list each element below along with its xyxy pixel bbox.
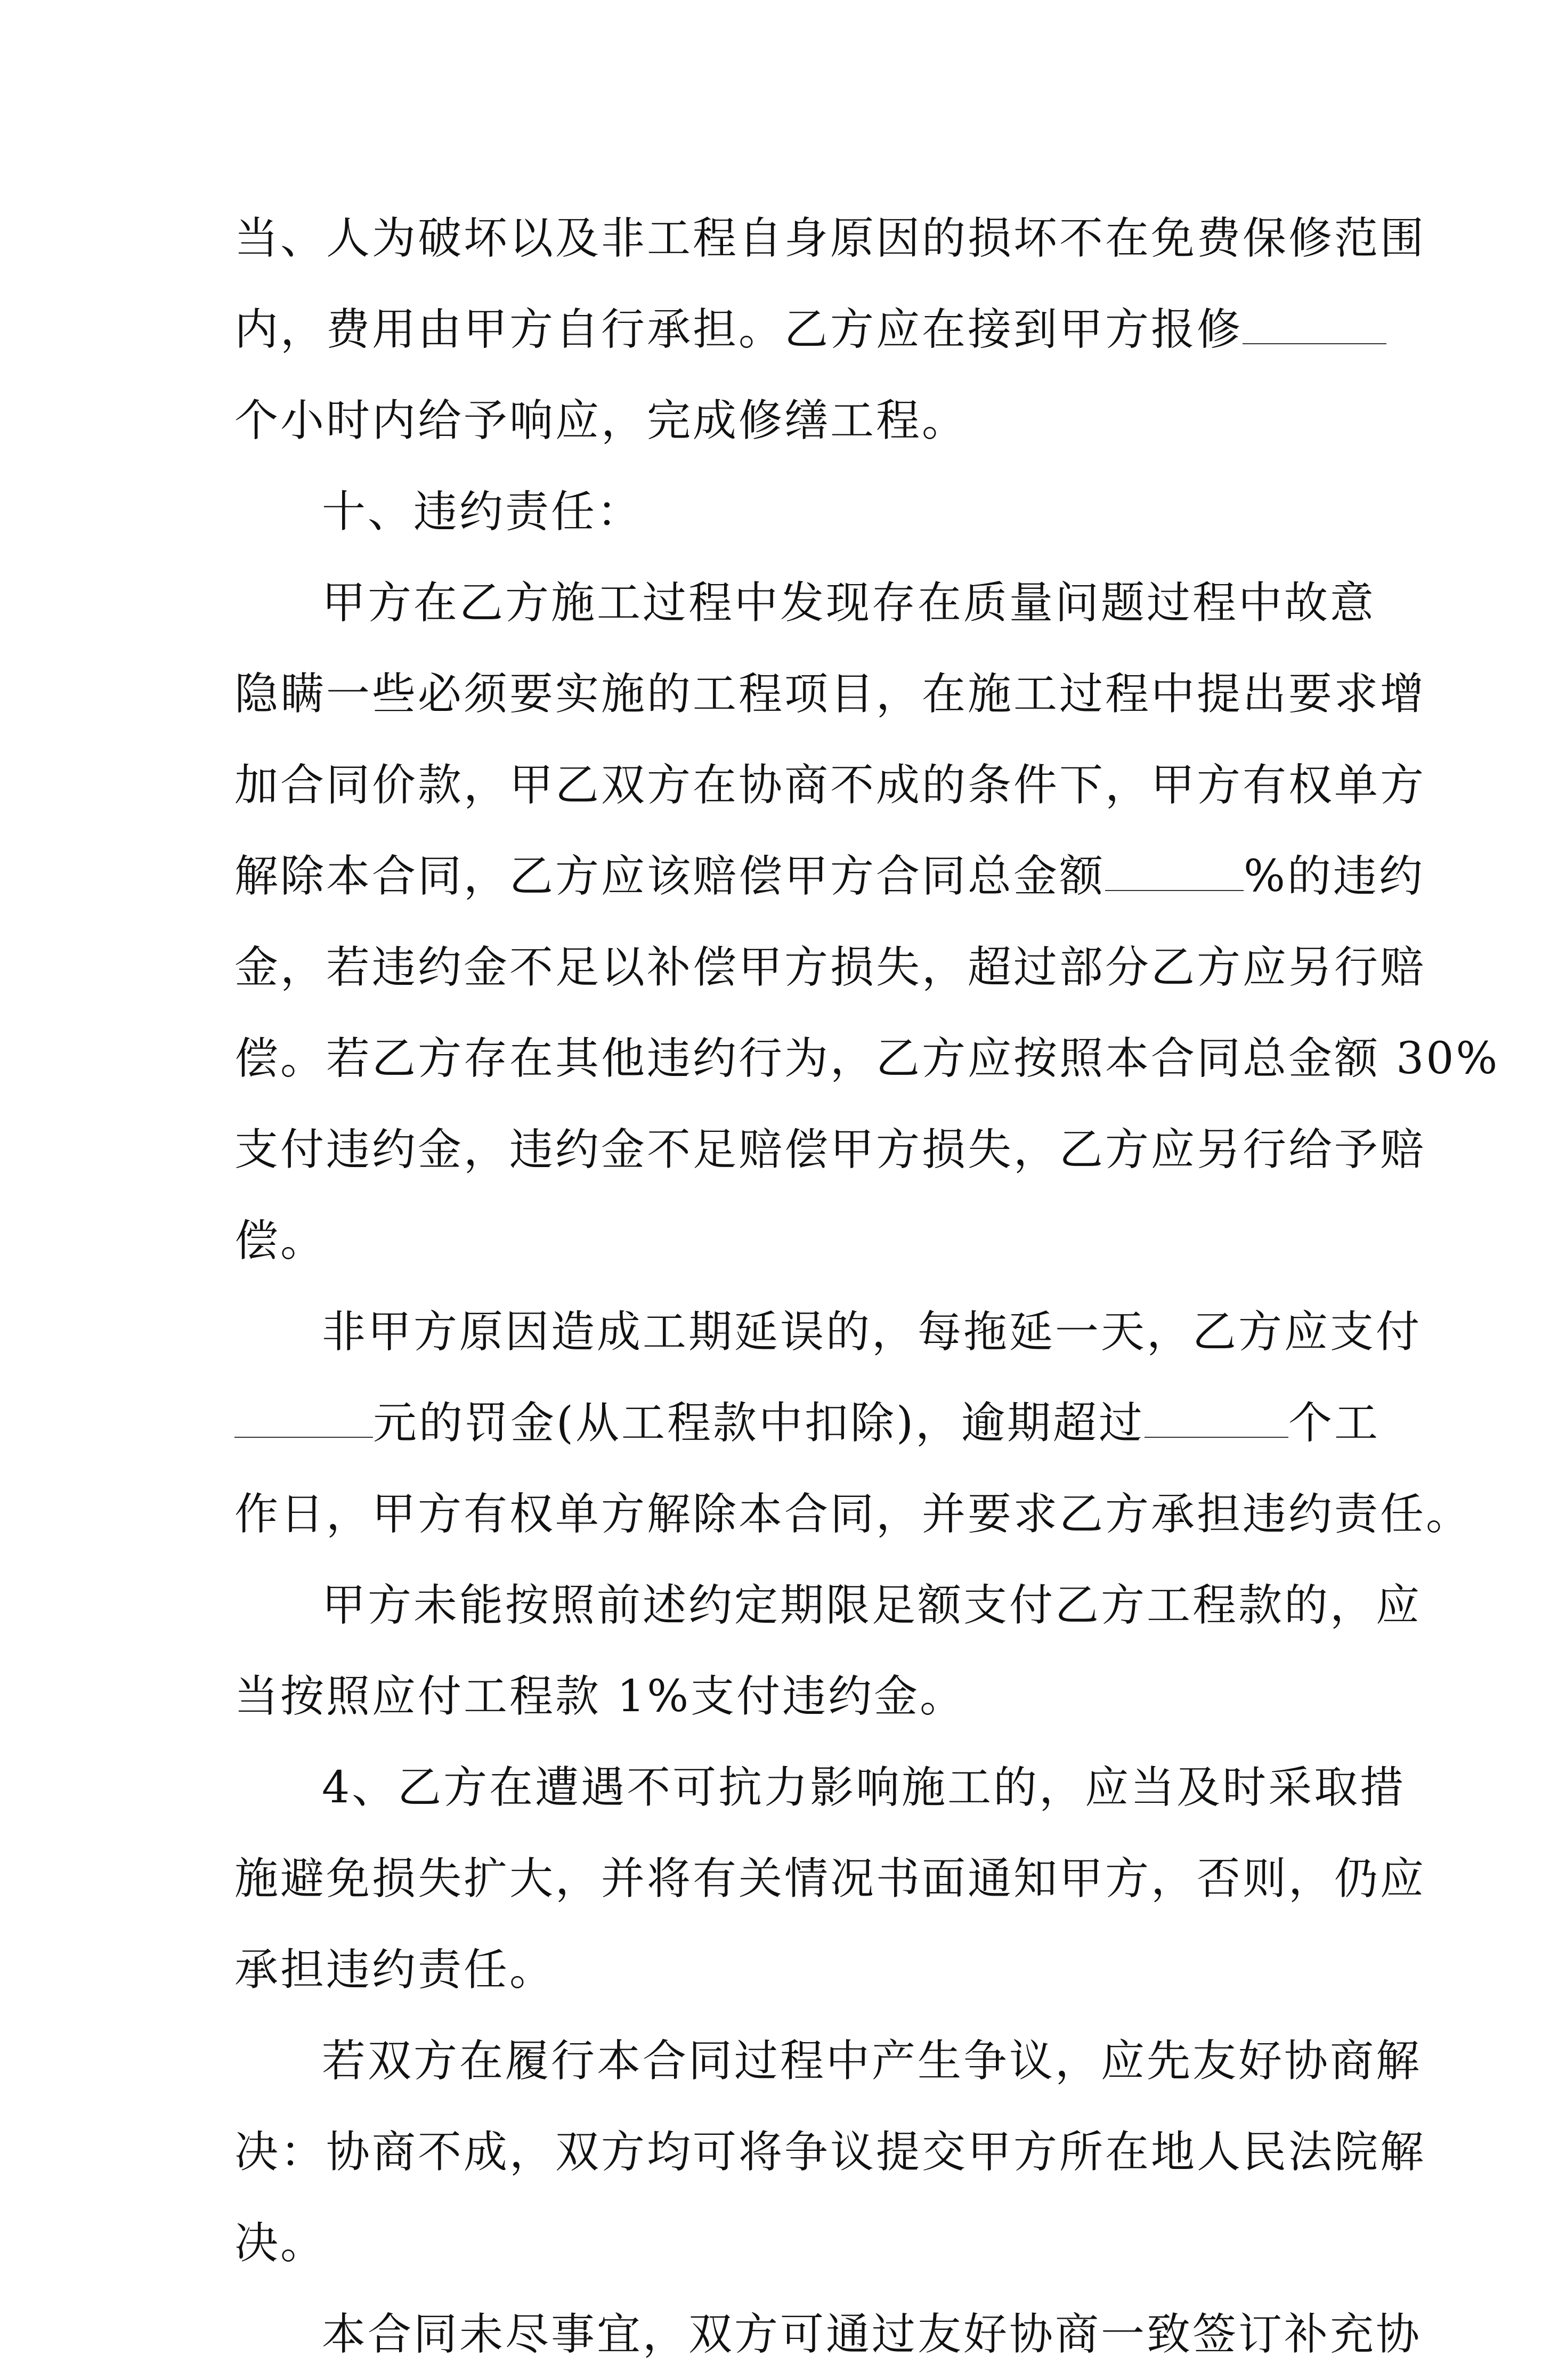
text-line: 元的罚金(从工程款中扣除)，逾期超过 个工 xyxy=(234,1378,1316,1469)
text-line: 当按照应付工程款 1%支付违约金。 xyxy=(234,1671,966,1722)
text-line: 当、人为破坏以及非工程自身原因的损坏不在免费保修范围 xyxy=(234,213,1426,264)
text-line: 金，若违约金不足以补偿甲方损失，超过部分乙方应另行赔 xyxy=(234,942,1426,993)
text-line: 甲方在乙方施工过程中发现存在质量问题过程中故意 xyxy=(322,578,1376,628)
text-line: 加合同价款，甲乙双方在协商不成的条件下，甲方有权单方 xyxy=(234,760,1426,811)
text-line: 承担违约责任。 xyxy=(234,1945,556,1995)
contract-text xyxy=(234,193,1500,2380)
fill-in-blank xyxy=(1145,1405,1288,1438)
fill-in-blank xyxy=(234,1405,373,1438)
text-line: 个小时内给予响应，完成修缮工程。 xyxy=(234,395,968,446)
text-line: 偿。 xyxy=(234,1216,327,1266)
section-heading: 十、违约责任： xyxy=(322,487,643,537)
text-line: 作日，甲方有权单方解除本合同，并要求乙方承担违约责任。 xyxy=(234,1489,1472,1540)
text-line: 隐瞒一些必须要实施的工程项目，在施工过程中提出要求增 xyxy=(234,669,1426,719)
fill-in-blank xyxy=(1243,311,1386,344)
text-line: 非甲方原因造成工期延误的，每拖延一天，乙方应支付 xyxy=(322,1307,1422,1357)
text-line: 施避免损失扩大，并将有关情况书面通知甲方，否则，仍应 xyxy=(234,1853,1426,1904)
fill-in-blank xyxy=(1105,858,1244,891)
text-line: 偿。若乙方存在其他违约行为，乙方应按照本合同总金额 30% xyxy=(234,1033,1500,1084)
text-line: 甲方未能按照前述约定期限足额支付乙方工程款的，应 xyxy=(322,1580,1422,1631)
text-line: 决：协商不成，双方均可将争议提交甲方所在地人民法院解 xyxy=(234,2127,1426,2177)
text-line: 本合同未尽事宜，双方可通过友好协商一致签订补充协 xyxy=(322,2309,1422,2360)
text-line: 若双方在履行本合同过程中产生争议，应先友好协商解 xyxy=(322,2036,1422,2086)
text-line: 支付违约金，违约金不足赔偿甲方损失，乙方应另行给予赔 xyxy=(234,1124,1426,1175)
text-line: 内，费用由甲方自行承担。乙方应在接到甲方报修 xyxy=(234,284,1316,375)
text-line: 解除本合同，乙方应该赔偿甲方合同总金额 %的违约 xyxy=(234,851,1425,902)
text-line: 4、乙方在遭遇不可抗力影响施工的，应当及时采取措 xyxy=(322,1762,1406,1813)
text-line: 决。 xyxy=(234,2218,327,2269)
